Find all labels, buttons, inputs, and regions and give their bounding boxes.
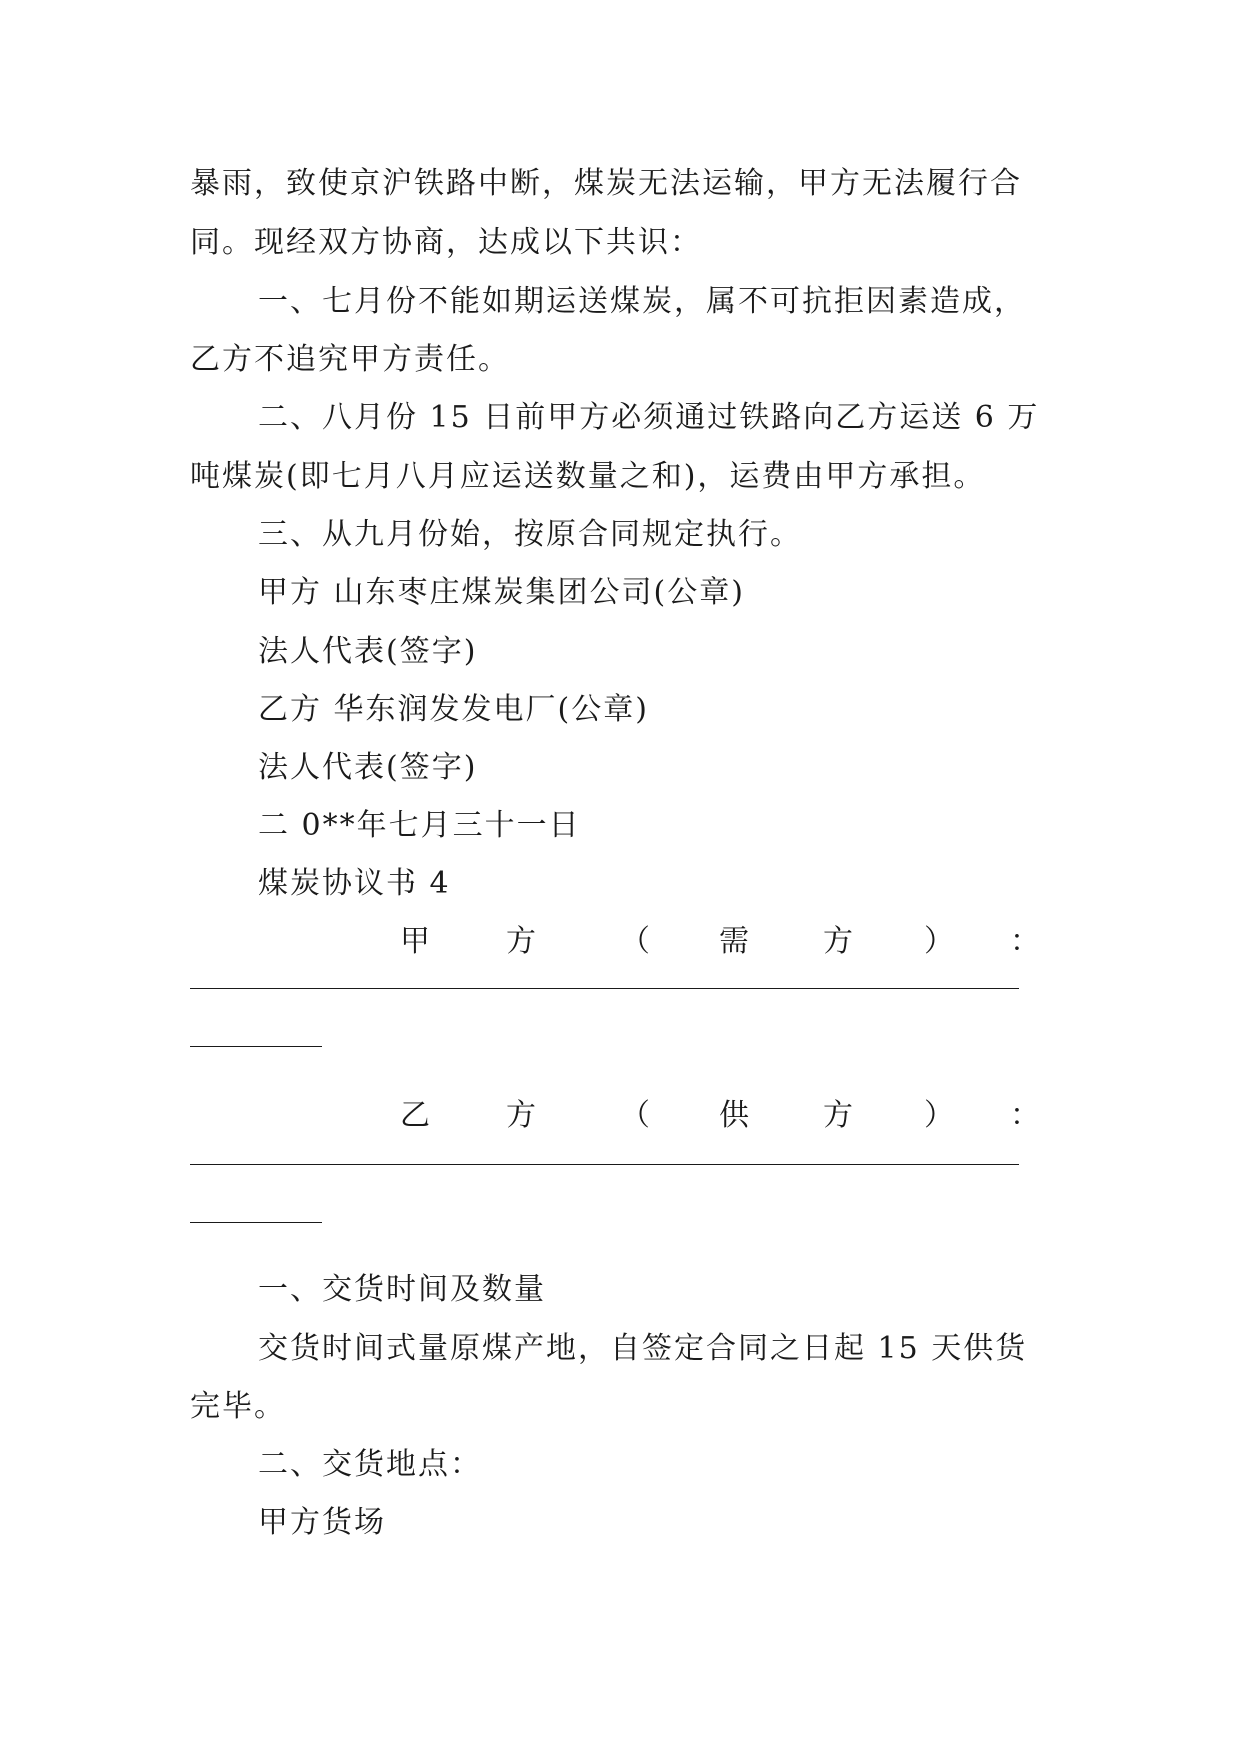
clause-1: 一、七月份不能如期运送煤炭，属不可抗拒因素造成， bbox=[258, 284, 1026, 319]
clause-2: 二、八月份 15 日前甲方必须通过铁路向乙方运送 6 万 bbox=[258, 400, 1040, 435]
party-b-char: 乙 bbox=[400, 1098, 430, 1133]
blank-line bbox=[190, 988, 1019, 989]
party-b-char: ： bbox=[1010, 1098, 1040, 1133]
party-a-char: 方 bbox=[506, 924, 536, 959]
section-2-title: 二、交货地点： bbox=[258, 1447, 482, 1482]
section-1-body: 交货时间式量原煤产地，自签定合同之日起 15 天供货 bbox=[258, 1331, 1028, 1366]
paragraph-line: 暴雨，致使京沪铁路中断，煤炭无法运输，甲方无法履行合 bbox=[190, 166, 1022, 201]
party-a-char: 方 bbox=[823, 924, 853, 959]
party-b-char: （ bbox=[620, 1098, 650, 1133]
clause-3: 三、从九月份始，按原合同规定执行。 bbox=[258, 517, 802, 552]
blank-line bbox=[190, 1222, 322, 1223]
blank-line bbox=[190, 1046, 322, 1047]
paragraph-line: 同。现经双方协商，达成以下共识： bbox=[190, 225, 702, 260]
party-b-char: 方 bbox=[506, 1098, 536, 1133]
section-1-title: 一、交货时间及数量 bbox=[258, 1272, 546, 1307]
paragraph-line: 乙方不追究甲方责任。 bbox=[190, 342, 510, 377]
paragraph-line: 吨煤炭(即七月八月应运送数量之和)，运费由甲方承担。 bbox=[190, 459, 986, 494]
party-a-signature: 甲方 山东枣庄煤炭集团公司(公章) bbox=[258, 575, 745, 610]
party-a-char: ： bbox=[1010, 924, 1040, 959]
legal-rep-b: 法人代表(签字) bbox=[258, 750, 478, 785]
date-line: 二 0**年七月三十一日 bbox=[258, 808, 581, 843]
section-1-body-cont: 完毕。 bbox=[190, 1389, 286, 1424]
agreement-title: 煤炭协议书 4 bbox=[258, 866, 451, 901]
legal-rep-a: 法人代表(签字) bbox=[258, 634, 478, 669]
party-b-char: 供 bbox=[719, 1098, 749, 1133]
party-a-char: （ bbox=[620, 924, 650, 959]
party-b-signature: 乙方 华东润发发电厂(公章) bbox=[258, 692, 649, 727]
party-a-char: 甲 bbox=[400, 924, 430, 959]
party-b-char: ） bbox=[924, 1098, 954, 1133]
party-a-char: ） bbox=[924, 924, 954, 959]
section-2-body: 甲方货场 bbox=[258, 1505, 386, 1540]
blank-line bbox=[190, 1164, 1019, 1165]
party-a-char: 需 bbox=[719, 924, 749, 959]
party-b-char: 方 bbox=[823, 1098, 853, 1133]
